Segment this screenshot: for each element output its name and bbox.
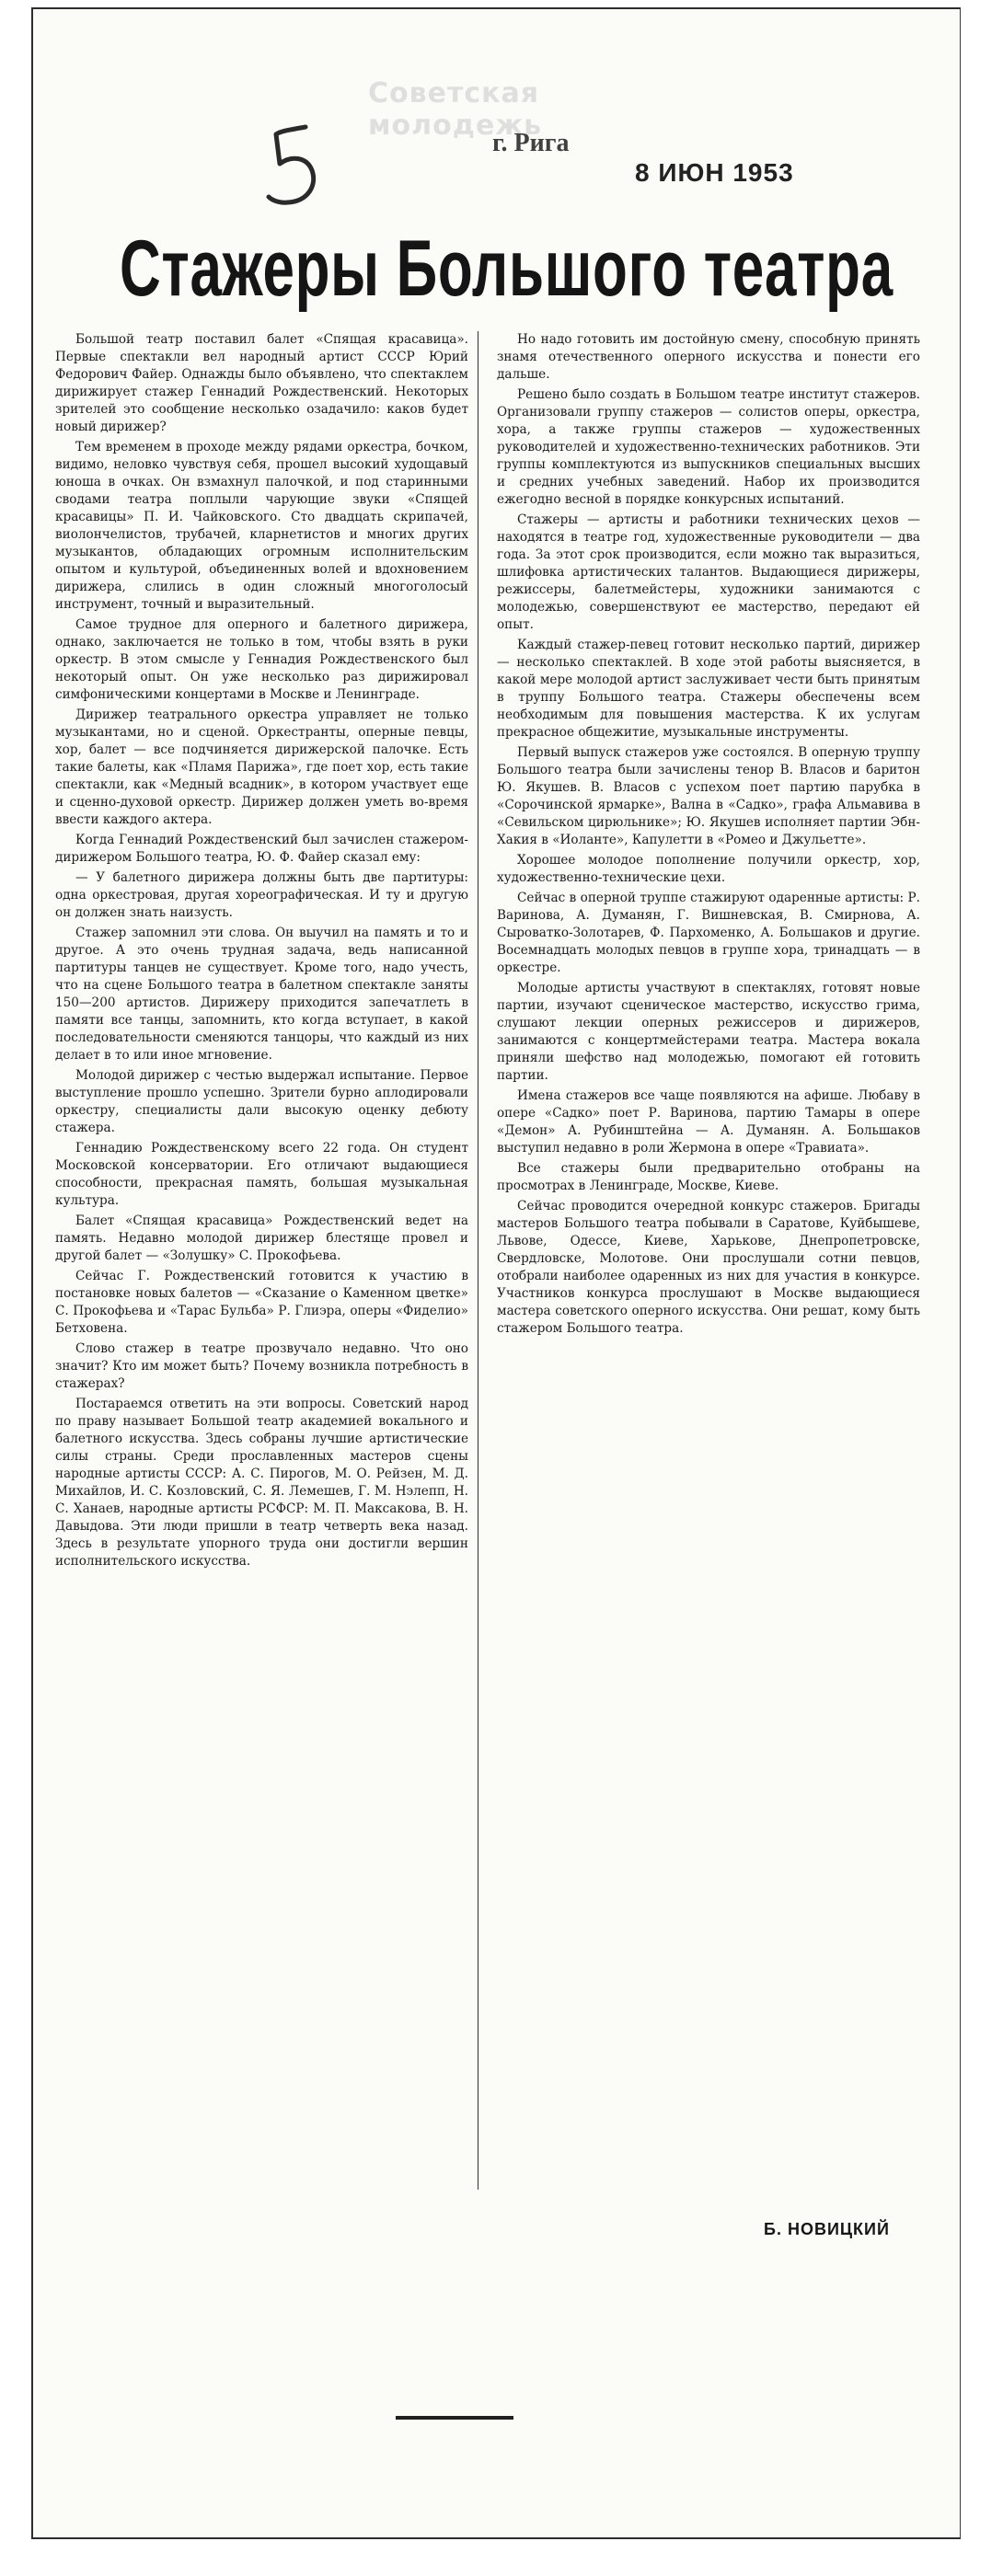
publication-place: г. Рига (492, 129, 570, 157)
article-paragraph: Каждый стажер-певец готовит несколько партий, дирижер — несколько спектаклей. В ходе этой работы выясняется, в какой мере молодой артист заслуживает чести быть принятым в труппу Большого театра. Стажеры обеспечены всем необходимым для повышения мастерства. К их услугам прекрасное общежитие, музыкальные инструменты. (497, 638, 920, 740)
article-right-column (497, 331, 920, 2190)
article-paragraph: Имена стажеров все чаще появляются на афише. Любаву в опере «Садко» поет Р. Варинова, партию Тамары в опере «Демон» А. Рубинштейна — А. Думанян. А. Большаков выступил недавно в роли Жермона в опере «Травиата». (497, 1088, 920, 1156)
article-paragraph: Молодой дирижер с честью выдержал испытание. Первое выступление прошло успешно. Зрители бурно аплодировали оркестру, специалисты дали высокую оценку дебюту стажера. (55, 1068, 468, 1135)
publication-date: 8 ИЮН 1953 (635, 158, 794, 187)
article-paragraph: Балет «Спящая красавица» Рождественский ведет на память. Недавно молодой дирижер блестяще провел и другой балет — «Золушку» С. Прокофьева. (55, 1213, 468, 1263)
article-paragraph: Когда Геннадий Рождественский был зачислен стажером-дирижером Большого театра, Ю. Ф. Файер сказал ему: (55, 833, 468, 865)
article-paragraph: Стажеры — артисты и работники технических цехов — находятся в театре год, художественные руководители — два года. За этот срок производится, если можно так выразиться, шлифовка артистических талантов. Выдающиеся дирижеры, режиссеры, балетмейстеры, художники занимаются с молодежью, совершенствуют ее мастерство, передают ей опыт. (497, 512, 920, 632)
article-paragraph: Стажер запомнил эти слова. Он выучил на память и то и другое. А это очень трудная задача, ведь написанной партитуры танцев не существует. Кроме того, надо учесть, что на сцене Большого театра в балетном спектакле заняты 150—200 артистов. Дирижеру приходится запечатлеть в памяти все танцы, запомнить, кто когда вступает, в какой последовательности сменяются танцоры, что каждый из них делает в то или иное мгновение. (55, 926, 468, 1063)
author-signature: Б. НОВИЦКИЙ (764, 2220, 890, 2238)
article-paragraph: Решено было создать в Большом театре институт стажеров. Организовали группу стажеров — солистов оперы, оркестра, хора, а также группы стажеров — художественных руководителей и художественно-технических работников. Эти группы комплектуются из выпускников специальных высших и средних учебных заведений. Набор их производится ежегодно весной в порядке конкурсных испытаний. (497, 387, 920, 507)
article-paragraph: Сейчас в оперной труппе стажируют одаренные артисты: Р. Варинова, А. Думанян, Г. Вишневская, В. Смирнова, А. Сыроватко-Золотарев, Ф. Пархоменко, А. Большаков и другие. Восемнадцать молодых певцов в группе хора, тринадцать — в оркестре. (497, 891, 920, 975)
newspaper-stamp: Советская молодежь (368, 77, 543, 142)
article-paragraph: Все стажеры были предварительно отобраны на просмотрах в Ленинграде, Москве, Киеве. (497, 1161, 920, 1193)
handwritten-number-mark (263, 118, 326, 219)
article-paragraph: Геннадию Рождественскому всего 22 года. Он студент Московской консерватории. Его отличают выдающиеся способности, прекрасная память, большая музыкальная культура. (55, 1141, 468, 1208)
article-paragraph: Дирижер театрального оркестра управляет не только музыкантами, но и сценой. Оркестранты, оперные певцы, хор, балет — все подчиняется дирижерской палочке. Есть такие балеты, как «Пламя Парижа», где поет хор, есть такие спектакли, как «Медный всадник», в котором участвует еще и сценно-духовой оркестр. Дирижер должен уметь во-время ввести каждого актера. (55, 707, 468, 827)
article-paragraph: Большой театр поставил балет «Спящая красавица». Первые спектакли вел народный артист СССР Юрий Федорович Файер. Однажды было объявлено, что спектаклем дирижирует стажер Геннадий Рождественский. Некоторых зрителей это сообщение несколько озадачило: каков будет новый дирижер? (55, 332, 468, 434)
article-paragraph: Тем временем в проходе между рядами оркестра, бочком, видимо, неловко чувствуя себя, прошел высокий худощавый юноша в очках. Он взмахнул палочкой, и под старинными сводами театра поплыли чарующие звуки «Спящей красавицы» П. И. Чайковского. Сто двадцать скрипачей, виолончелистов, трубачей, кларнетистов и многих других музыкантов, обладающих огромным исполнительским опытом и культурой, объединенных волей и вдохновением дирижера, слились в один сложный многоголосый инструмент, точный и выразительный. (55, 440, 468, 612)
article-left-column (55, 331, 478, 2190)
article-paragraph: — У балетного дирижера должны быть две партитуры: одна оркестровая, другая хореографическая. И ту и другую он должен знать наизусть. (55, 870, 468, 920)
article-end-rule (396, 2416, 513, 2420)
handwritten-five-stroke (269, 127, 314, 202)
article-paragraph: Постараемся ответить на эти вопросы. Советский народ по праву называет Большой театр академией вокального и балетного искусства. Здесь собраны лучшие артистические силы страны. Среди прославленных мастеров сцены народные артисты СССР: А. С. Пирогов, М. О. Рейзен, М. Д. Михайлов, И. С. Козловский, С. Я. Лемешев, Г. М. Нэлепп, Н. С. Ханаев, народные артисты РСФСР: М. П. Максакова, В. Н. Давыдова. Эти люди пришли в театр четверть века назад. Здесь в результате упорного труда они достигли вершин исполнительского искусства. (55, 1397, 468, 1569)
article-paragraph: Хорошее молодое пополнение получили оркестр, хор, художественно-технические цехи. (497, 853, 920, 885)
article-paragraph: Молодые артисты участвуют в спектаклях, готовят новые партии, изучают сценическое мастерство, искусство грима, слушают лекции оперных режиссеров и дирижеров, занимаются с концертмейстерами театра. Мастера вокала приняли шефство над молодежью, помогают ей готовить партии. (497, 981, 920, 1083)
article-paragraph: Сейчас проводится очередной конкурс стажеров. Бригады мастеров Большого театра побывали в Саратове, Куйбышеве, Львове, Одессе, Киеве, Харькове, Днепропетровске, Свердловске, Молотове. Они прослушали сотни певцов, отобрали наиболее одаренных из них для участия в конкурсе. Участников конкурса прослушают в Москве выдающиеся мастера советского оперного искусства. Они решат, кому быть стажером Большого театра. (497, 1199, 920, 1336)
article-title: Стажеры Большого театра (120, 224, 893, 313)
article-paragraph: Первый выпуск стажеров уже состоялся. В оперную труппу Большого театра были зачислены тенор В. Власов и баритон Ю. Якушев. В. Власов с успехом поет партию парубка в «Сорочинской ярмарке», Вална в «Садко», графа Альмавива в «Севильском цирюльнике»; Ю. Якушев исполняет партии Эбн-Хакия в «Иоланте», Капулетти в «Ромео и Джульетте». (497, 745, 920, 847)
article-paragraph: Слово стажер в театре прозвучало недавно. Что оно значит? Кто им может быть? Почему возникла потребность в стажерах? (55, 1341, 468, 1391)
article-body (55, 331, 920, 2190)
article-paragraph: Но надо готовить им достойную смену, способную принять знамя отечественного оперного искусства и понести его дальше. (497, 332, 920, 382)
article-paragraph: Сейчас Г. Рождественский готовится к участию в постановке новых балетов — «Сказание о Каменном цветке» С. Прокофьева и «Тарас Бульба» Р. Глиэра, оперы «Фиделио» Бетховена. (55, 1269, 468, 1336)
article-paragraph: Самое трудное для оперного и балетного дирижера, однако, заключается не только в том, чтобы взять в руки оркестр. В этом смысле у Геннадия Рождественского был некоторый опыт. Он уже несколько раз дирижировал симфоническими концертами в Москве и Ленинграде. (55, 617, 468, 702)
